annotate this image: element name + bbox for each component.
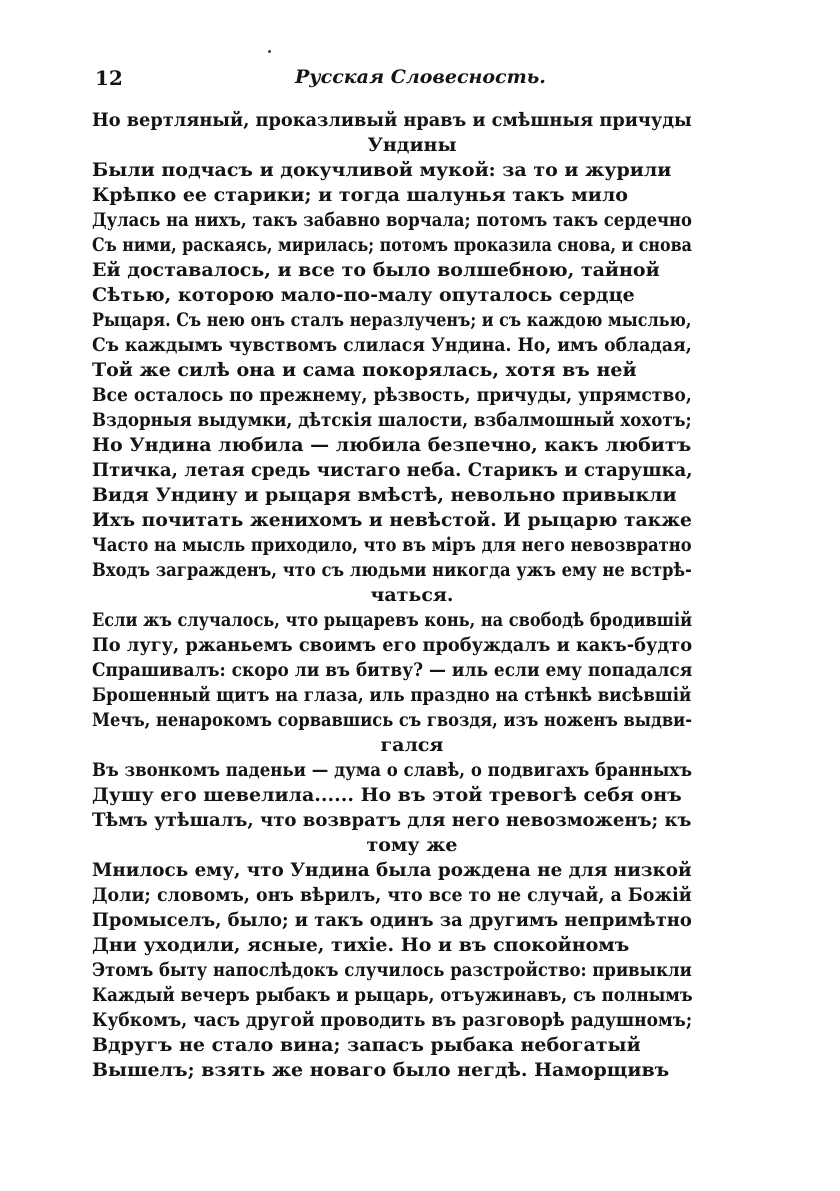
verse-line: Птичка, летая средь чистаго неба. Старикъ и старушка, — [92, 459, 693, 481]
verse-line: Рыцаря. Съ нею онъ сталъ неразлученъ; и съ каждою мыслью, — [92, 309, 692, 331]
verse-line: Въ звонкомъ паденьи — дума о славѣ, о подвигахъ бранныхъ — [92, 759, 692, 781]
poem-text — [92, 108, 692, 1083]
verse-line: Съ каждымъ чувствомъ слилася Ундина. Но, имъ обладая, — [92, 334, 692, 356]
verse-line: Все осталось по прежнему, рѣзвость, причуды, упрямство, — [92, 384, 692, 406]
verse-line: Тѣмъ утѣшалъ, что возвратъ для него невозможенъ; къ — [92, 809, 692, 831]
verse-line: Кубкомъ, часъ другой проводить въ разговорѣ радушномъ; — [92, 1009, 693, 1031]
verse-line: Мнилось ему, что Ундина была рождена не для низкой — [92, 859, 692, 881]
verse-line: Душу его шевелила...... Но въ этой тревогѣ себя онъ — [92, 784, 682, 806]
verse-line: Но вертляный, проказливый нравъ и смѣшныя причуды — [92, 109, 692, 131]
running-head: Русская Словесность. — [295, 66, 546, 88]
verse-line: Съ ними, раскаясь, мирилась; потомъ проказила снова, и снова — [92, 234, 692, 256]
verse-line: Промыселъ, было; и такъ одинъ за другимъ непримѣтно — [92, 909, 692, 931]
verse-line: Спрашивалъ: скоро ли въ битву? — иль если ему попадался — [92, 659, 693, 681]
verse-line: Брошенный щитъ на глаза, иль праздно на стѣнкѣ висѣвшій — [92, 684, 692, 706]
verse-line-continuation: чаться. — [370, 584, 454, 606]
verse-line: Но Ундина любила — любила безпечно, какъ любитъ — [92, 434, 692, 456]
verse-line: Ихъ почитать женихомъ и невѣстой. И рыцарю также — [92, 509, 692, 531]
verse-line: Той же силѣ она и сама покорялась, хотя въ ней — [92, 359, 637, 381]
verse-line: Дни уходили, ясные, тихіе. Но и въ спокойномъ — [92, 934, 630, 956]
verse-line: По лугу, ржаньемъ своимъ его пробуждалъ и какъ-будто — [92, 634, 693, 656]
verse-line: Часто на мысль приходило, что въ міръ для него невозвратно — [92, 534, 692, 556]
verse-line-continuation: Ундины — [367, 134, 457, 156]
verse-line: Каждый вечеръ рыбакъ и рыцарь, отъужинавъ, съ полнымъ — [92, 984, 693, 1006]
verse-line: Сѣтью, которою мало-по-малу опуталось сердце — [92, 284, 635, 306]
page-header — [95, 66, 695, 96]
verse-line: Если жъ случалось, что рыцаревъ конь, на свободѣ бродившій — [92, 609, 693, 631]
verse-line: Дулась на нихъ, такъ забавно ворчала; потомъ такъ сердечно — [92, 209, 692, 231]
verse-line: Мечъ, ненарокомъ сорвавшись съ гвоздя, изъ ноженъ выдви- — [92, 709, 692, 731]
page-number: 12 — [95, 66, 123, 90]
verse-line: Вышелъ; взять же новаго было негдѣ. Наморщивъ — [92, 1059, 670, 1081]
verse-line: Этомъ быту напослѣдокъ случилось разстройство: привыкли — [92, 959, 692, 981]
verse-line-continuation: тому же — [366, 834, 458, 856]
verse-line: Вздорныя выдумки, дѣтскія шалости, взбалмошный хохотъ; — [92, 409, 692, 431]
verse-line: Вдругъ не стало вина; запасъ рыбака небогатый — [92, 1034, 641, 1056]
verse-line: Доли; словомъ, онъ вѣрилъ, что все то не случай, а Божій — [92, 884, 692, 906]
verse-line: Крѣпко ее старики; и тогда шалунья такъ мило — [92, 184, 628, 206]
verse-line: Были подчасъ и докучливой мукой: за то и журили — [92, 159, 672, 181]
verse-line: Видя Ундину и рыцаря вмѣстѣ, невольно привыкли — [92, 484, 677, 506]
verse-line-continuation: гался — [380, 734, 444, 756]
verse-line: Ей доставалось, и все то было волшебною, тайной — [92, 259, 660, 281]
verse-line: Входъ загражденъ, что съ людьми никогда ужъ ему не встрѣ- — [92, 559, 692, 581]
print-speck — [268, 50, 271, 53]
